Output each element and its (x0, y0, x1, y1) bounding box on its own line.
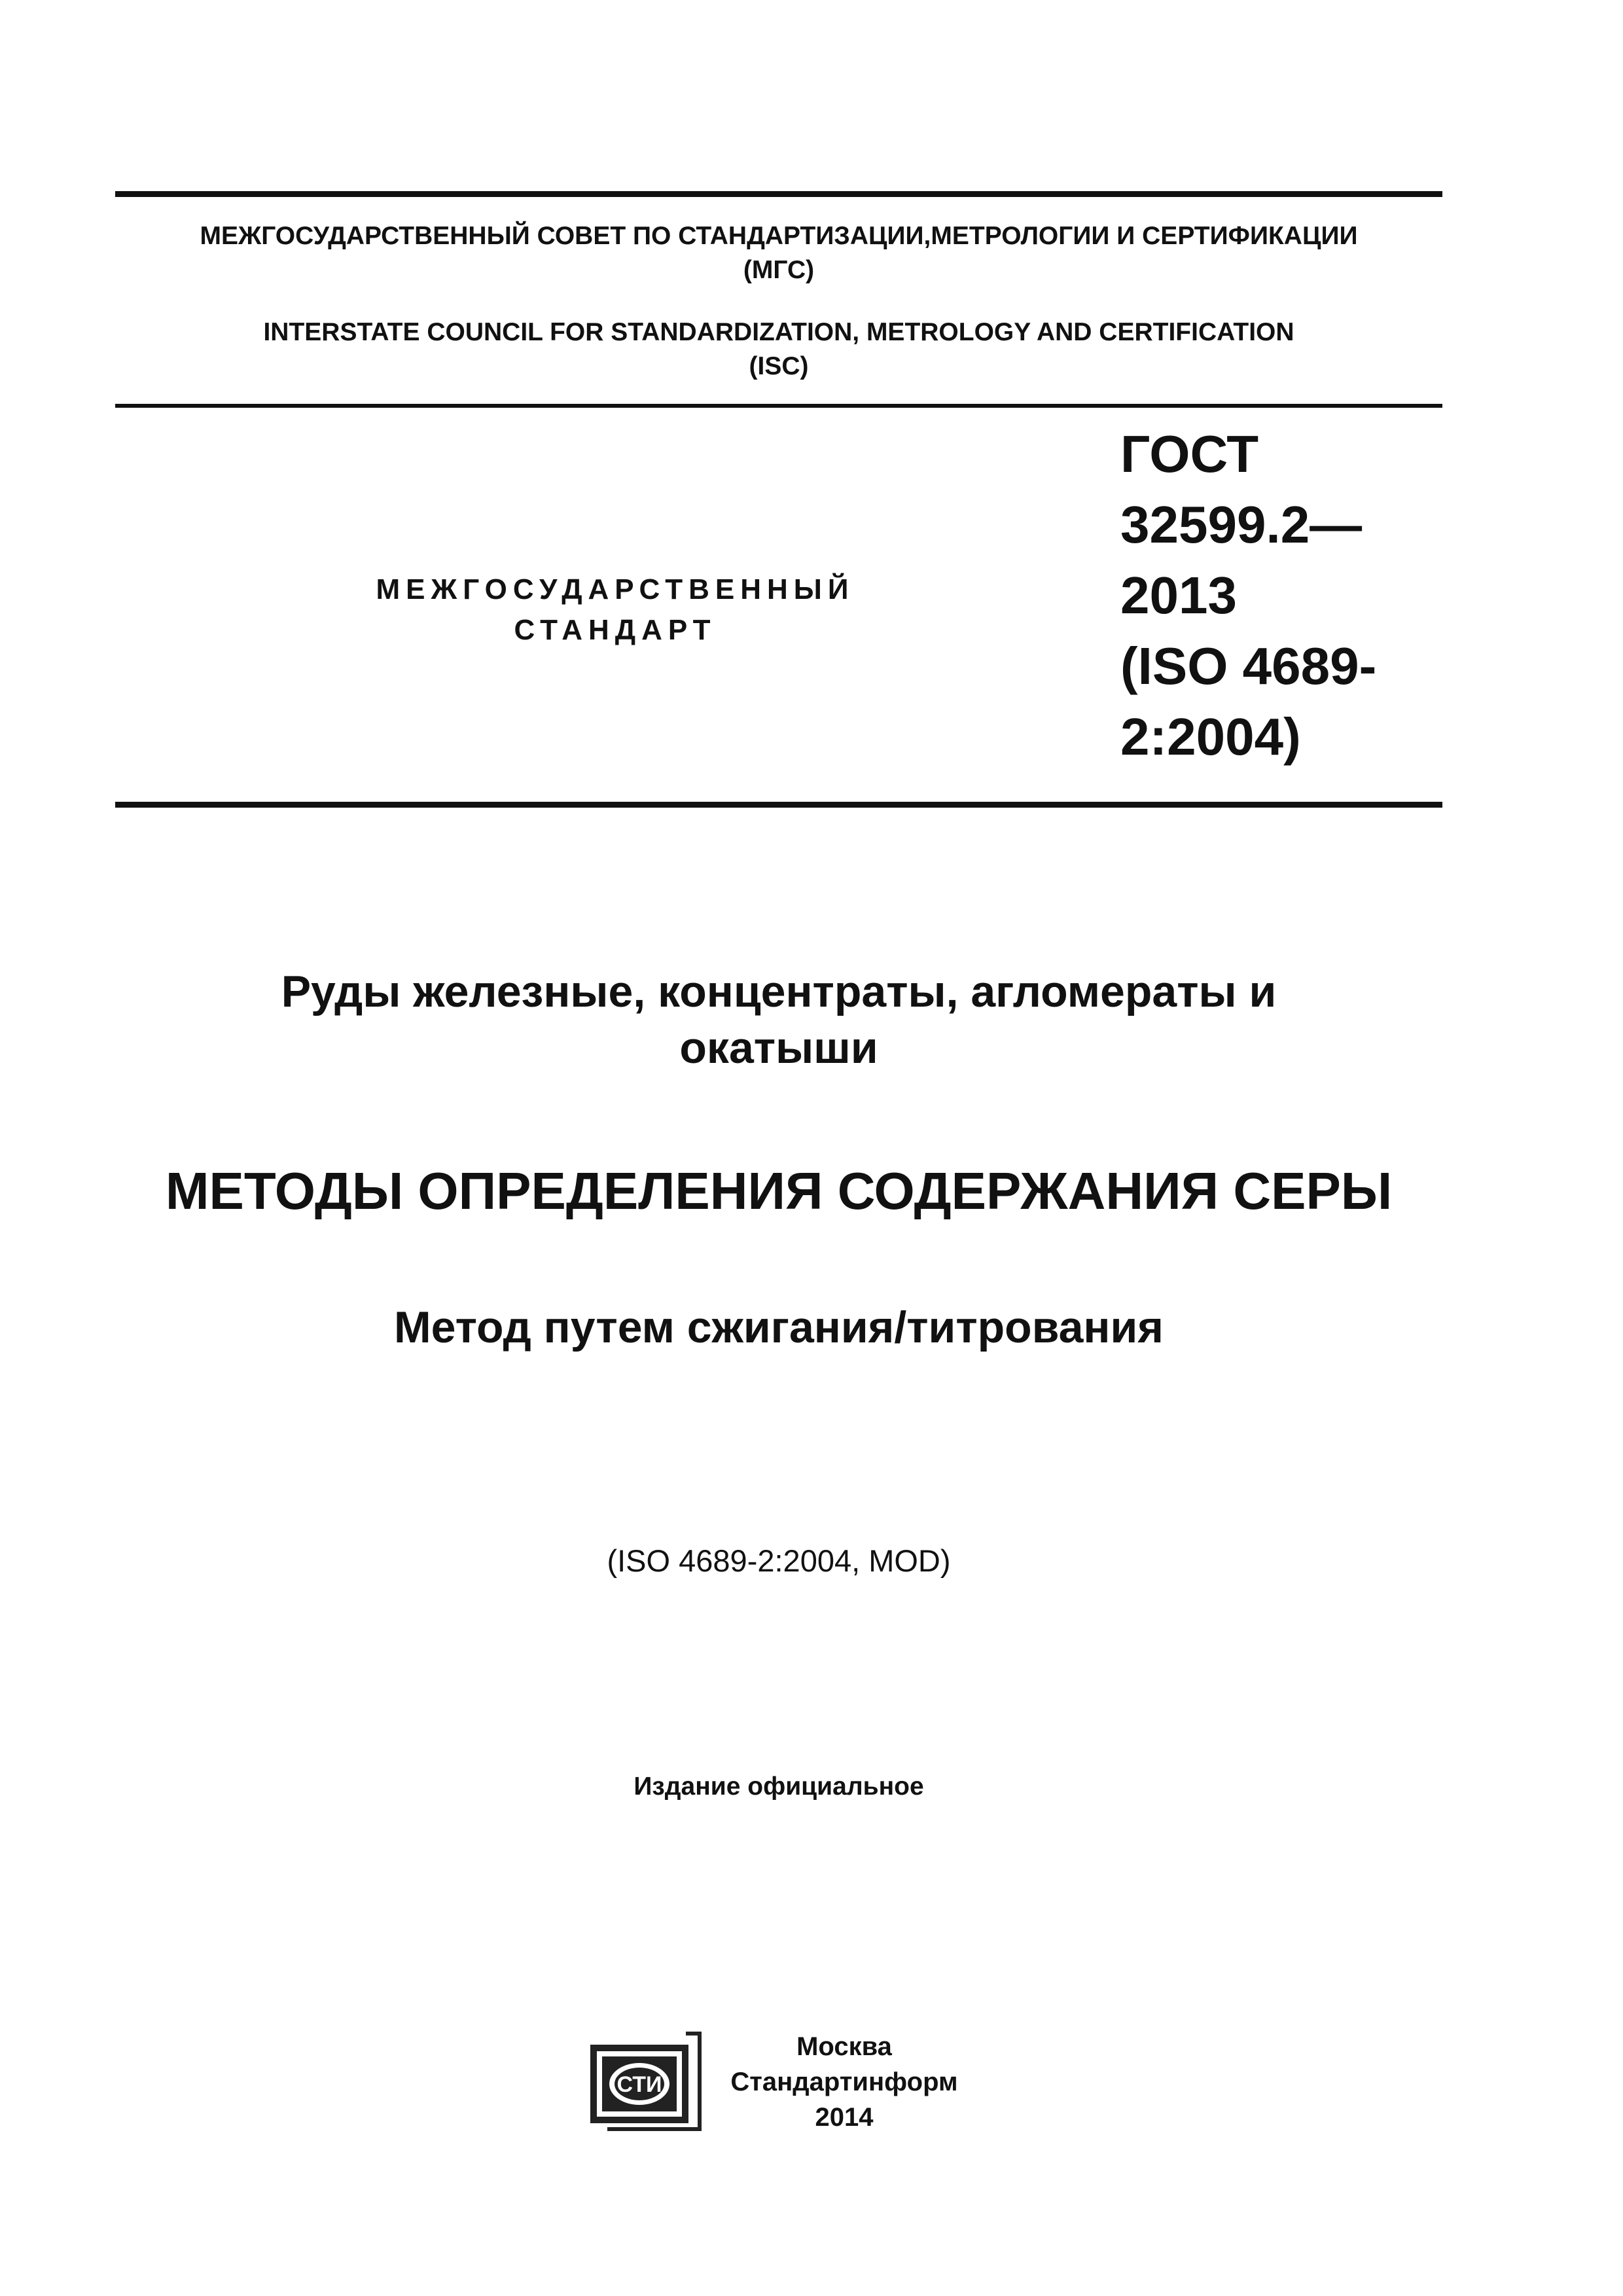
publisher-city: Москва (796, 2032, 892, 2061)
top-rule (115, 191, 1442, 197)
iso-reference: (ISO 4689-2:2004, MOD) (607, 1543, 951, 1578)
publisher-name: Стандартинформ (730, 2068, 958, 2096)
header-bottom-rule (115, 404, 1442, 408)
council-name-english (115, 315, 1442, 384)
council-name-russian (115, 219, 1442, 287)
standard-number-line: 32599.2— (1120, 495, 1363, 554)
document-subtitle: Метод путем сжигания/титрования (394, 1302, 1164, 1352)
publication-year: 2014 (815, 2103, 874, 2132)
document-title (115, 963, 1442, 1076)
standard-number-line: 2013 (1120, 566, 1237, 624)
council-en-name: INTERSTATE COUNCIL FOR STANDARDIZATION, METROLOGY AND CERTIFICATION (263, 318, 1294, 346)
council-ru-name: МЕЖГОСУДАРСТВЕННЫЙ СОВЕТ ПО СТАНДАРТИЗАЦИИ,МЕТРОЛОГИИ И СЕРТИФИКАЦИИ (200, 222, 1358, 250)
standard-type-line2: СТАНДАРТ (514, 614, 717, 646)
document-title-line2: окатыши (679, 1023, 878, 1073)
logo-lettering: СТИ (616, 2072, 662, 2097)
edition-label: Издание официальное (633, 1772, 924, 1801)
council-en-abbreviation: (ISC) (749, 352, 809, 380)
standard-number-line: ГОСТ (1120, 425, 1259, 483)
council-ru-abbreviation: (МГС) (743, 256, 815, 284)
document-main-title: МЕТОДЫ ОПРЕДЕЛЕНИЯ СОДЕРЖАНИЯ СЕРЫ (165, 1162, 1393, 1220)
standard-number-line: 2:2004) (1120, 708, 1301, 766)
standard-number (1120, 419, 1435, 772)
standard-number-line: (ISO 4689- (1120, 637, 1377, 695)
document-title-line1: Руды железные, концентраты, агломераты и (281, 967, 1277, 1016)
standard-type-label (275, 569, 955, 651)
publisher-imprint (720, 2029, 969, 2135)
standartinform-logo-icon (588, 2029, 704, 2134)
standard-type-line1: МЕЖГОСУДАРСТВЕННЫЙ (376, 573, 855, 605)
standard-block-bottom-rule (115, 802, 1442, 808)
